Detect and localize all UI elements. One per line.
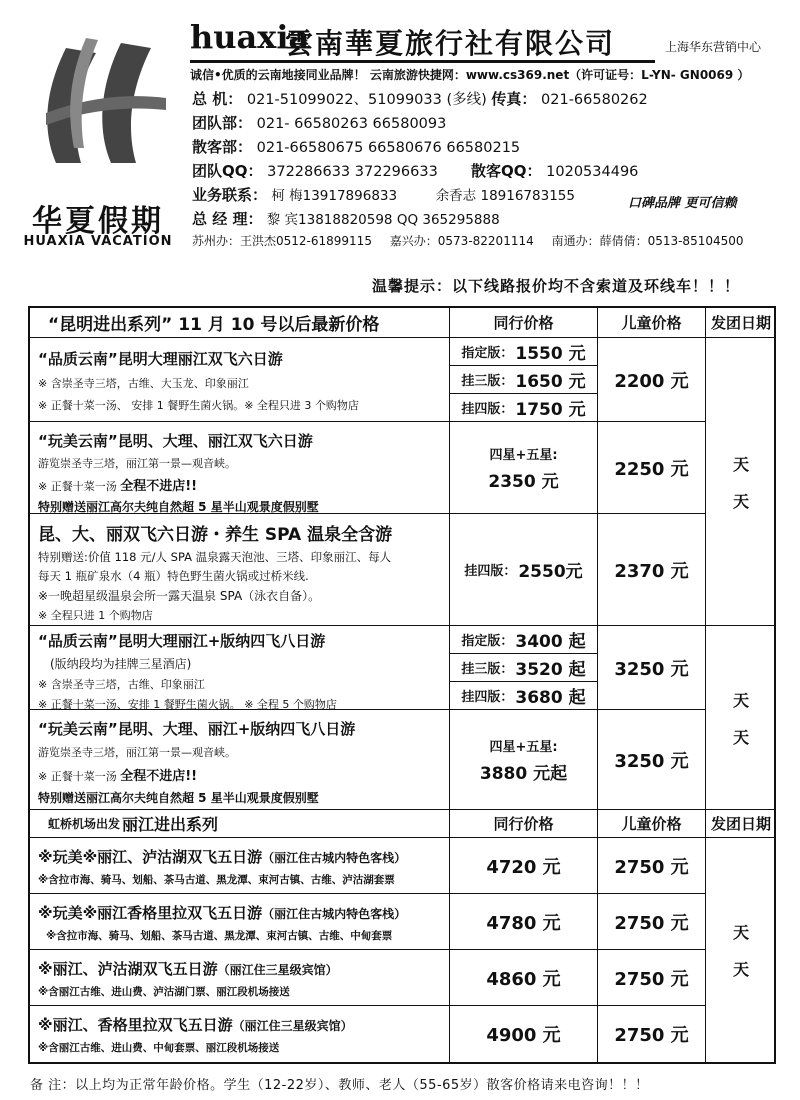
child-price: 3250 元 — [598, 710, 706, 810]
route-note: （丽江住古城内特色客栈） — [262, 851, 407, 865]
group-phone-line — [192, 112, 446, 133]
child-price: 2750 元 — [598, 950, 706, 1006]
route-bonus: 特别赠送丽江高尔夫纯自然超 5 星半山观景度假别墅 — [38, 500, 319, 514]
route-title: “品质云南”昆明大理丽江双飞六日游 — [38, 350, 283, 368]
offices — [192, 232, 758, 249]
route-row — [30, 514, 450, 626]
depart-days: 天 天 — [732, 923, 749, 979]
route-detail: ※含丽江古维、进山费、中甸套票、丽江段机场接送 — [38, 1042, 280, 1054]
route-bonus: 特别赠送丽江高尔夫纯自然超 5 星半山观景度假别墅 — [38, 791, 319, 805]
peer-price: 4780 元 — [450, 894, 598, 950]
route-detail: ※含拉市海、骑马、划船、茶马古道、黑龙潭、束河古镇、古维、泸沽湖套票 — [38, 874, 395, 886]
route-detail: 每天 1 瓶矿泉水（4 瓶）特色野生菌火锅或过桥米线. — [38, 569, 309, 583]
retail-qq-label: 散客QQ： — [471, 162, 542, 180]
main-phone-label: 总 机： — [192, 90, 243, 108]
route-detail: (版纳段均为挂牌三星酒店) — [50, 657, 192, 671]
route-note: （丽江住古城内特色客栈） — [262, 907, 407, 921]
depart-days: 天 天 — [706, 626, 776, 810]
route-title: “玩美云南”昆明、大理、丽江+版纳四飞八日游 — [38, 720, 356, 738]
slogan: 诚信•优质的云南地接同业品牌！ 云南旅游快捷网：www.cs369.net（许可证号：L-YN- GN0069 ） — [190, 68, 750, 82]
footer-note: 备 注：以上均为正常年龄价格。学生（12-22岁）、教师、老人（55-65岁）散客价格请来电咨询！！！ — [30, 1078, 649, 1093]
route-title: “品质云南”昆明大理丽江+版纳四飞八日游 — [38, 632, 326, 650]
contact-label: 业务联系： — [192, 186, 268, 204]
peer-price: 四星+五星: 2350 元 — [450, 422, 598, 514]
logo-english-text: HUAXIA VACATION — [23, 234, 173, 249]
route-title: ※玩美※丽江、泸沽湖双飞五日游 — [38, 848, 263, 866]
manager-line — [192, 208, 500, 229]
col-depart-date: 发团日期 — [706, 810, 776, 838]
office-jiaxing: 嘉兴办：0573-82201114 — [389, 234, 534, 248]
price-tier: 指定版： 1550 元 — [450, 338, 598, 366]
col-child-price: 儿童价格 — [598, 810, 706, 838]
section2-title: 虹桥机场出发 丽江进出系列 — [30, 810, 450, 838]
qq-line — [192, 160, 638, 181]
route-detail: ※ 正餐十菜一汤 全程不进店!! — [38, 479, 198, 494]
logo-chinese-text: 华夏假期 — [32, 204, 164, 239]
branch-name: 上海华东营销中心 — [665, 40, 762, 54]
company-logo — [18, 28, 178, 249]
child-price: 2750 元 — [598, 1006, 706, 1062]
peer-price: 4860 元 — [450, 950, 598, 1006]
route-title: ※丽江、泸沽湖双飞五日游 — [38, 960, 218, 978]
manager: 黎 宾13818820598 QQ 365295888 — [266, 212, 500, 228]
child-price: 3250 元 — [598, 626, 706, 710]
peer-price: 4900 元 — [450, 1006, 598, 1062]
retail-phone-line — [192, 136, 520, 157]
route-detail: ※含拉市海、骑马、划船、茶马古道、黑龙潭、束河古镇、古维、中甸套票 — [46, 930, 393, 942]
route-row — [30, 626, 450, 710]
group-qq-label: 团队QQ： — [192, 162, 263, 180]
route-detail: 特别赠送:价值 118 元/人 SPA 温泉露天泡池、三塔、印象丽江、每人 — [38, 550, 392, 564]
route-detail: ※ 全程只进 1 个购物店 — [38, 609, 153, 622]
motto: 口碑品牌 更可信赖 — [628, 196, 737, 211]
route-row — [30, 710, 450, 810]
divider — [190, 60, 655, 63]
route-detail: ※ 含崇圣寺三塔，古维、大玉龙、印象丽江 — [38, 377, 249, 390]
route-row — [30, 950, 450, 1006]
route-row — [30, 1006, 450, 1062]
manager-label: 总 经 理： — [192, 210, 263, 228]
route-row — [30, 422, 450, 514]
route-title: 昆、大、丽双飞六日游・养生 SPA 温泉全含游 — [38, 525, 393, 545]
retail-qq: 1020534496 — [546, 164, 639, 180]
contact-1: 柯 梅13917896833 — [271, 188, 398, 204]
route-row — [30, 338, 450, 422]
group-qq: 372286633 372296633 — [267, 164, 438, 180]
child-price: 2750 元 — [598, 838, 706, 894]
price-table — [28, 306, 776, 1064]
route-title: ※丽江、香格里拉双飞五日游 — [38, 1016, 233, 1034]
contact-2: 余香志 18916783155 — [435, 188, 575, 204]
price-tier: 挂四版： 1750 元 — [450, 394, 598, 422]
child-price: 2200 元 — [598, 338, 706, 422]
hh-logo-icon — [26, 28, 176, 178]
child-price: 2370 元 — [598, 514, 706, 626]
section1-title: “昆明进出系列” 11 月 10 号以后最新价格 — [30, 308, 450, 338]
route-title: ※玩美※丽江香格里拉双飞五日游 — [38, 904, 263, 922]
company-name: 雲南華夏旅行社有限公司 — [285, 27, 616, 60]
group-phone: 021- 66580263 66580093 — [256, 116, 447, 132]
child-price: 2250 元 — [598, 422, 706, 514]
route-note: （丽江住三星级宾馆） — [232, 1019, 353, 1033]
route-detail: ※ 正餐十菜一汤、 安排 1 餐野生菌火锅。※ 全程只进 3 个购物店 — [38, 399, 359, 412]
route-detail: ※ 正餐十菜一汤、安排 1 餐野生菌火锅。 ※ 全程 5 个购物店 — [38, 698, 337, 710]
office-suzhou: 苏州办：王洪杰0512-61899115 — [192, 234, 372, 248]
price-tier: 指定版： 3400 起 — [450, 626, 598, 654]
route-row — [30, 838, 450, 894]
route-row — [30, 894, 450, 950]
main-phone-line — [192, 88, 648, 109]
col-depart-date: 发团日期 — [706, 308, 776, 338]
col-peer-price: 同行价格 — [450, 308, 598, 338]
route-detail: ※一晚超星级温泉会所一露天温泉 SPA（泳衣自备）。 — [38, 589, 321, 603]
fax-label: 传真： — [491, 90, 537, 108]
office-nantong: 南通办：薛倩倩：0513-85104500 — [551, 234, 744, 248]
depart-days: 天 天 — [706, 338, 776, 626]
col-child-price: 儿童价格 — [598, 308, 706, 338]
route-detail: ※ 含崇圣寺三塔，古维、印象丽江 — [38, 678, 205, 691]
contact-line — [192, 184, 575, 205]
group-label: 团队部： — [192, 114, 253, 132]
peer-price: 4720 元 — [450, 838, 598, 894]
notice: 温馨提示：以下线路报价均不含索道及环线车！！！ — [372, 277, 741, 295]
route-note: （丽江住三星级宾馆） — [217, 963, 338, 977]
price-tier: 挂四版： 3680 起 — [450, 682, 598, 710]
peer-price: 挂四版： 2550元 — [450, 514, 598, 626]
price-tier: 挂三版： 1650 元 — [450, 366, 598, 394]
route-title: “玩美云南”昆明、大理、丽江双飞六日游 — [38, 432, 313, 450]
retail-label: 散客部： — [192, 138, 253, 156]
child-price: 2750 元 — [598, 894, 706, 950]
brand-latin: huaxia — [190, 18, 310, 56]
route-detail: ※含丽江古维、进山费、泸沽湖门票、丽江段机场接送 — [38, 986, 290, 998]
route-detail: 游览崇圣寺三塔，丽江第一景—观音峡。 — [38, 457, 236, 470]
route-detail: ※ 正餐十菜一汤 全程不进店!! — [38, 769, 198, 784]
route-detail: 游览崇圣寺三塔，丽江第一景—观音峡。 — [38, 746, 236, 759]
price-tier: 挂三版： 3520 起 — [450, 654, 598, 682]
peer-price: 四星+五星: 3880 元起 — [450, 710, 598, 810]
retail-phone: 021-66580675 66580676 66580215 — [256, 140, 521, 156]
main-phone: 021-51099022、51099033 (多线) — [246, 92, 487, 108]
fax: 021-66580262 — [541, 92, 648, 108]
col-peer-price: 同行价格 — [450, 810, 598, 838]
